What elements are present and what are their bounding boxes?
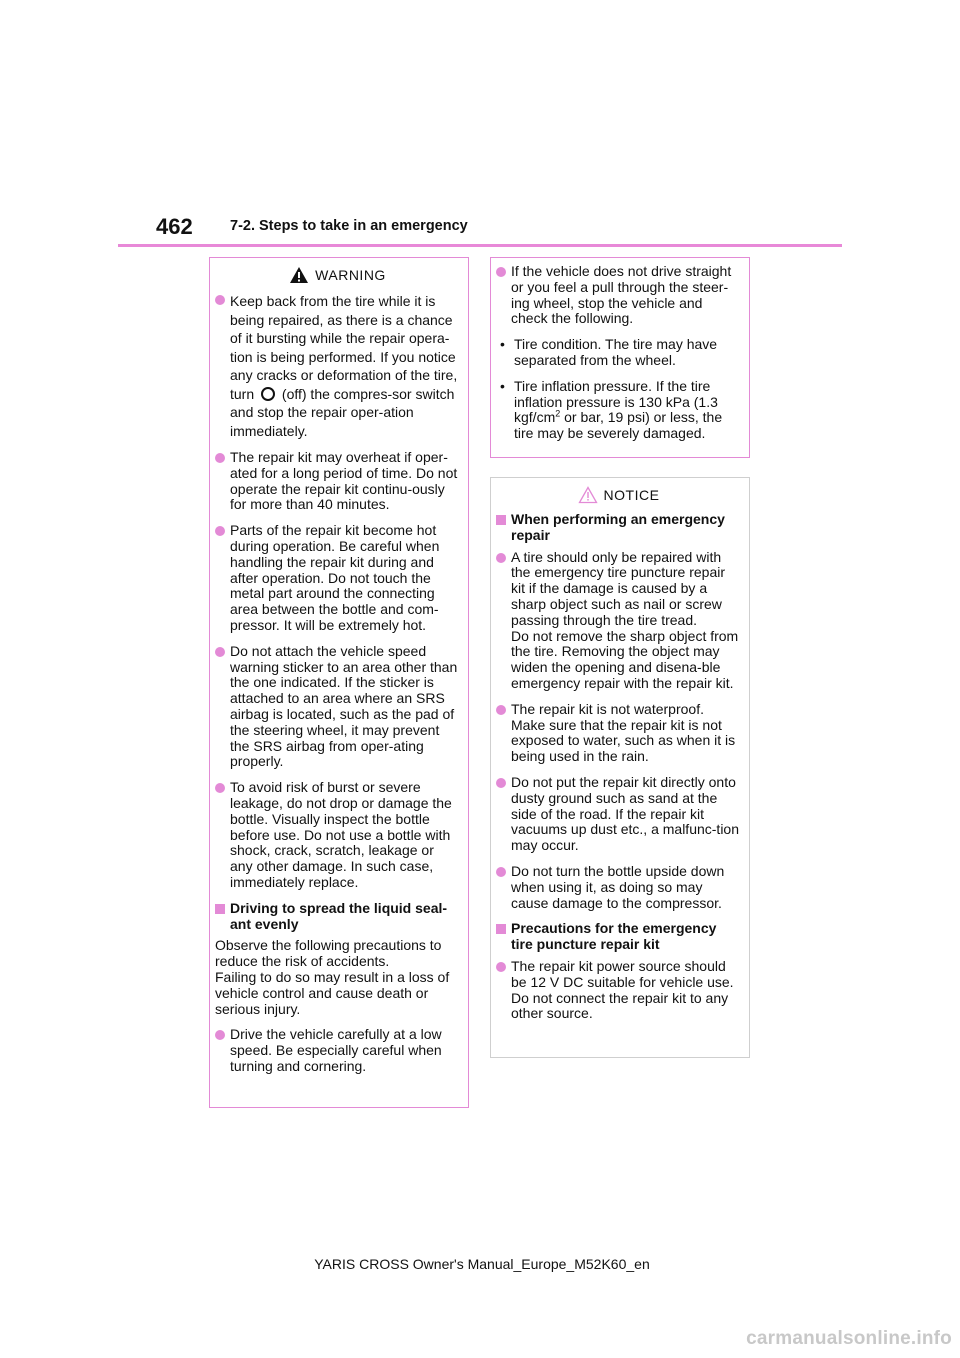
warning-item (215, 523, 460, 634)
bullet-icon (496, 778, 506, 788)
warning-subheading (215, 901, 460, 933)
notice-item-text: Do not put the repair kit directly onto dusty ground such as sand at the side of the road. If the repair kit vacuums up dust etc., a malfunc-tion may occur. (511, 773, 739, 854)
warning-continued-box (490, 257, 750, 458)
bullet-icon (215, 647, 225, 657)
notice-item-text: The repair kit power source should be 12 V DC suitable for vehicle use. Do not connect the repair kit to any other source. (511, 957, 734, 1022)
warning-paragraph-text: Observe the following precautions to reduce the risk of accidents. (215, 937, 442, 970)
bullet-icon (215, 295, 225, 305)
warning-item-text: To avoid risk of burst or severe leakage, do not drop or damage the bottle. Visually inspect the bottle before use. Do not use a bottle with shock, crack, scratch, leakage or any other damage. In such case, immediately replace. (230, 779, 452, 890)
warning-paragraph-text: Failing to do so may result in a loss of vehicle control and cause death or serious injury. (215, 968, 450, 1017)
notice-item (496, 550, 741, 692)
square-bullet-icon (496, 515, 506, 525)
warning-title: WARNING (315, 267, 386, 283)
warning-dash-text: Tire condition. The tire may have separated from the wheel. (514, 336, 718, 368)
bullet-icon (496, 867, 506, 877)
notice-box (490, 477, 750, 1058)
bullet-icon (215, 1030, 225, 1040)
notice-item (496, 864, 741, 911)
warning-item-text: If the vehicle does not drive straight or you feel a pull through the steer-ing wheel, stop the vehicle and check the following. (511, 263, 732, 327)
page-number: 462 (156, 214, 193, 239)
watermark: carmanualsonline.info (746, 1328, 952, 1349)
warning-dash-text: or bar, 19 psi) or less, the tire may be severely damaged. (514, 409, 723, 442)
warning-item (215, 644, 460, 770)
notice-subheading (496, 921, 741, 953)
warning-item-text: Parts of the repair kit become hot during operation. Be careful when handling the repair kit during and after operation. Do not touch the metal part around the connecting area between the bottle and com-pressor. It will be extremely hot. (230, 522, 440, 633)
warning-dash-item (496, 379, 741, 442)
bullet-icon (496, 705, 506, 715)
warning-item (215, 1027, 460, 1074)
warning-item-text: Drive the vehicle carefully at a low speed. Be especially careful when turning and cornering. (230, 1026, 442, 1074)
warning-dash-item (496, 337, 741, 369)
warning-paragraph (215, 938, 460, 1017)
warning-triangle-icon (289, 266, 309, 284)
notice-item-text: A tire should only be repaired with the emergency tire puncture repair kit if the damage is caused by a sharp object such as nail or screw passing through the tire tread. (511, 548, 725, 628)
warning-item (215, 780, 460, 891)
notice-item-text: Do not turn the bottle upside down when using it, as doing so may cause damage to the compressor. (511, 862, 725, 911)
header-rule (118, 244, 842, 247)
warning-subheading-text: Driving to spread the liquid seal-ant evenly (230, 899, 448, 932)
warning-item (215, 450, 460, 513)
warning-item-text: (off) the compres-sor switch and stop the repair oper-ation immediately. (230, 385, 455, 439)
caution-triangle-icon (578, 486, 598, 504)
power-off-icon (261, 387, 275, 401)
warning-box (209, 257, 469, 1108)
square-bullet-icon (496, 924, 506, 934)
warning-header (215, 258, 460, 292)
warning-dash-text: Tire inflation pressure. If the tire inflation pressure is 130 kPa (1.3 kgf/cm (514, 377, 718, 426)
notice-item (496, 959, 741, 1022)
bullet-icon (215, 526, 225, 536)
square-bullet-icon (215, 904, 225, 914)
dot-marker (496, 337, 514, 369)
notice-subheading (496, 512, 741, 544)
dot-marker (496, 379, 514, 442)
footer-text: YARIS CROSS Owner's Manual_Europe_M52K60_en (314, 1256, 650, 1272)
warning-item (496, 264, 741, 327)
notice-item (496, 702, 741, 765)
page-footer (0, 1256, 960, 1272)
notice-subheading-text: When performing an emergency repair (511, 511, 725, 543)
bullet-icon (215, 783, 225, 793)
warning-item (215, 292, 460, 440)
notice-header (496, 478, 741, 512)
warning-item-text: The repair kit may overheat if oper-ated for a long period of time. Do not operate the repair kit continu-ously for more than 40 minutes. (230, 449, 458, 513)
bullet-icon (215, 453, 225, 463)
section-title: 7-2. Steps to take in an emergency (230, 218, 468, 234)
warning-item-text: Do not attach the vehicle speed warning sticker to an area other than the one indicated. If the sticker is attached to an area where an SRS airbag is located, such as the pad of the steering wheel, it may prevent the SRS airbag from oper-ating properly. (230, 642, 458, 770)
notice-item (496, 775, 741, 854)
superscript: 2 (555, 408, 561, 419)
notice-subheading-text: Precautions for the emergency tire puncture repair kit (511, 920, 717, 953)
bullet-icon (496, 553, 506, 563)
notice-title: NOTICE (603, 487, 660, 503)
bullet-icon (496, 962, 506, 972)
warning-item-text: Keep back from the tire while it is being repaired, as there is a chance of it bursting while the repair opera-tion is being performed. If you notice any cracks or deformation of the tire, turn (230, 293, 458, 402)
bullet-icon (496, 267, 506, 277)
notice-item-text: The repair kit is not waterproof. Make sure that the repair kit is not exposed to water, such as when it is being used in the rain. (511, 700, 736, 765)
notice-item-text: Do not remove the sharp object from the tire. Removing the object may widen the opening and disena-ble emergency repair with the repair kit. (511, 627, 739, 691)
